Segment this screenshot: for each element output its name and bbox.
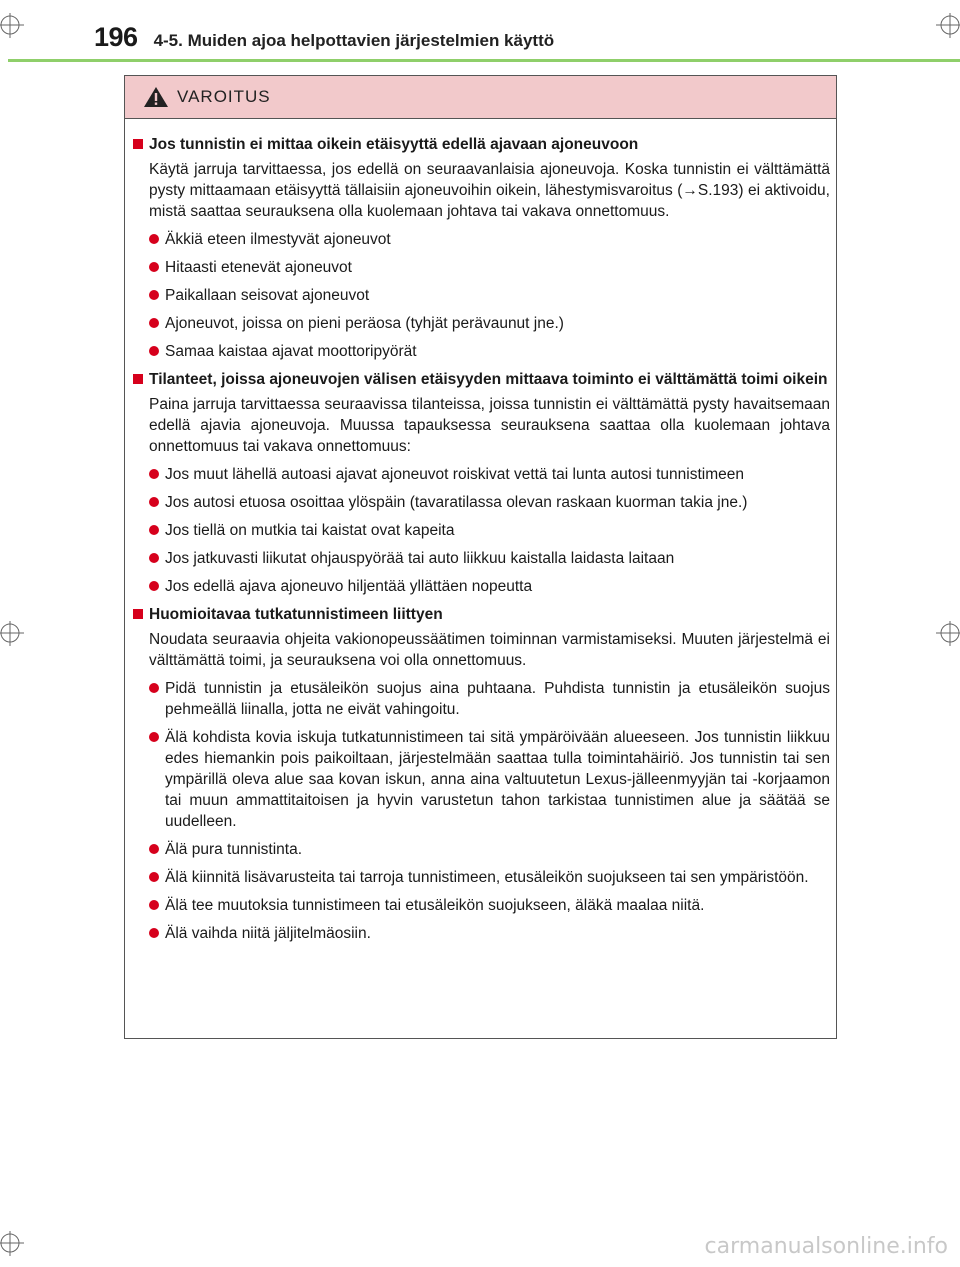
- bullet-dot-icon: [149, 581, 159, 591]
- bullet-dot-icon: [149, 469, 159, 479]
- registration-mark-icon: [930, 618, 960, 648]
- registration-mark-icon: [930, 10, 960, 40]
- warning-content: [133, 134, 830, 951]
- watermark: carmanualsonline.info: [704, 1234, 948, 1259]
- square-bullet-icon: [133, 139, 143, 149]
- list-item: Älä kohdista kovia iskuja tutkatunnistimeen tai sitä ympäröivään alueeseen. Jos tunnistin liikkuu edes hiemankin pois paikoiltaan, järjestelmään saattaa tulla toimintahäiriö. Jos tunnistin tai sen ympärillä oleva alue saa kovan iskun, anna aina valtuutetun Lexus-jälleenmyyjän tai -korjaamon tai muun ammattitaitoisen ja hyvin varustetun tahon tarkistaa tunnistimen alue ja säätää se uudelleen.: [149, 727, 830, 832]
- bullet-dot-icon: [149, 346, 159, 356]
- bullet-dot-icon: [149, 525, 159, 535]
- warning-title: VAROITUS: [177, 87, 271, 106]
- bullet-dot-icon: [149, 553, 159, 563]
- square-bullet-icon: [133, 609, 143, 619]
- section-heading: Tilanteet, joissa ajoneuvojen välisen etäisyyden mittaava toiminto ei välttämättä toimi oikein: [133, 369, 830, 390]
- list-item: Jos muut lähellä autoasi ajavat ajoneuvot roiskivat vettä tai lunta autosi tunnistimeen: [149, 464, 830, 485]
- section-paragraph: Paina jarruja tarvittaessa seuraavissa tilanteissa, joissa tunnistin ei välttämättä pysty havaitsemaan edellä ajavia ajoneuvoja. Muussa tapauksessa seurauksena saattaa olla kuolemaan johtava onnettomuus tai vakava onnettomuus:: [149, 396, 830, 455]
- list-item: Jos jatkuvasti liikutat ohjauspyörää tai auto liikkuu kaistalla laidasta laitaan: [149, 548, 830, 569]
- bullet-dot-icon: [149, 262, 159, 272]
- list-item: Älä vaihda niitä jäljitelmäosiin.: [149, 923, 830, 944]
- section-heading: Jos tunnistin ei mittaa oikein etäisyyttä edellä ajavaan ajoneuvoon: [133, 134, 830, 155]
- list-item: Samaa kaistaa ajavat moottoripyörät: [149, 341, 830, 362]
- bullet-dot-icon: [149, 900, 159, 910]
- bullet-dot-icon: [149, 234, 159, 244]
- list-item: Ajoneuvot, joissa on pieni peräosa (tyhjät perävaunut jne.): [149, 313, 830, 334]
- page-header: [94, 22, 554, 58]
- bullet-dot-icon: [149, 844, 159, 854]
- bullet-dot-icon: [149, 318, 159, 328]
- section-paragraph: Noudata seuraavia ohjeita vakionopeussäätimen toiminnan varmistamiseksi. Muuten järjestelmä ei välttämättä toimi, ja seurauksena voi olla onnettomuus.: [149, 631, 830, 669]
- square-bullet-icon: [133, 374, 143, 384]
- bullet-dot-icon: [149, 290, 159, 300]
- warning-header: [125, 76, 836, 119]
- registration-mark-icon: [0, 10, 30, 40]
- bullet-dot-icon: [149, 497, 159, 507]
- list-item: Älä tee muutoksia tunnistimeen tai etusäleikön suojukseen, äläkä maalaa niitä.: [149, 895, 830, 916]
- warning-triangle-icon: [143, 86, 169, 108]
- registration-mark-icon: [0, 1228, 30, 1258]
- section-heading: Huomioitavaa tutkatunnistimeen liittyen: [133, 604, 830, 625]
- warning-box: [124, 75, 837, 1039]
- list-item: Paikallaan seisovat ajoneuvot: [149, 285, 830, 306]
- bullet-dot-icon: [149, 732, 159, 742]
- list-item: Jos edellä ajava ajoneuvo hiljentää yllättäen nopeutta: [149, 576, 830, 597]
- list-item: Hitaasti etenevät ajoneuvot: [149, 257, 830, 278]
- registration-mark-icon: [0, 618, 30, 648]
- header-divider: [8, 59, 960, 62]
- list-item: Älä kiinnitä lisävarusteita tai tarroja tunnistimeen, etusäleikön suojukseen tai sen ympäristöön.: [149, 867, 830, 888]
- list-item: Älä pura tunnistinta.: [149, 839, 830, 860]
- section-title: 4-5. Muiden ajoa helpottavien järjestelmien käyttö: [153, 31, 555, 50]
- list-item: Jos tiellä on mutkia tai kaistat ovat kapeita: [149, 520, 830, 541]
- list-item: Jos autosi etuosa osoittaa ylöspäin (tavaratilassa olevan raskaan kuorman takia jne.): [149, 492, 830, 513]
- bullet-dot-icon: [149, 928, 159, 938]
- list-item: Pidä tunnistin ja etusäleikön suojus aina puhtaana. Puhdista tunnistin ja etusäleikön suojus pehmeällä liinalla, jotta ne eivät vahingoitu.: [149, 678, 830, 720]
- bullet-dot-icon: [149, 683, 159, 693]
- bullet-dot-icon: [149, 872, 159, 882]
- section-paragraph: Käytä jarruja tarvittaessa, jos edellä on seuraavanlaisia ajoneuvoja. Koska tunnistin ei välttämättä pysty mittaamaan etäisyyttä tällaisiin ajoneuvoihin oikein, lähestymisvaroitus (→S.193) ei aktivoidu, mistä saattaa seurauksena olla kuolemaan johtava tai vakava onnettomuus.: [149, 161, 830, 220]
- list-item: Äkkiä eteen ilmestyvät ajoneuvot: [149, 229, 830, 250]
- page-number: 196: [94, 22, 138, 52]
